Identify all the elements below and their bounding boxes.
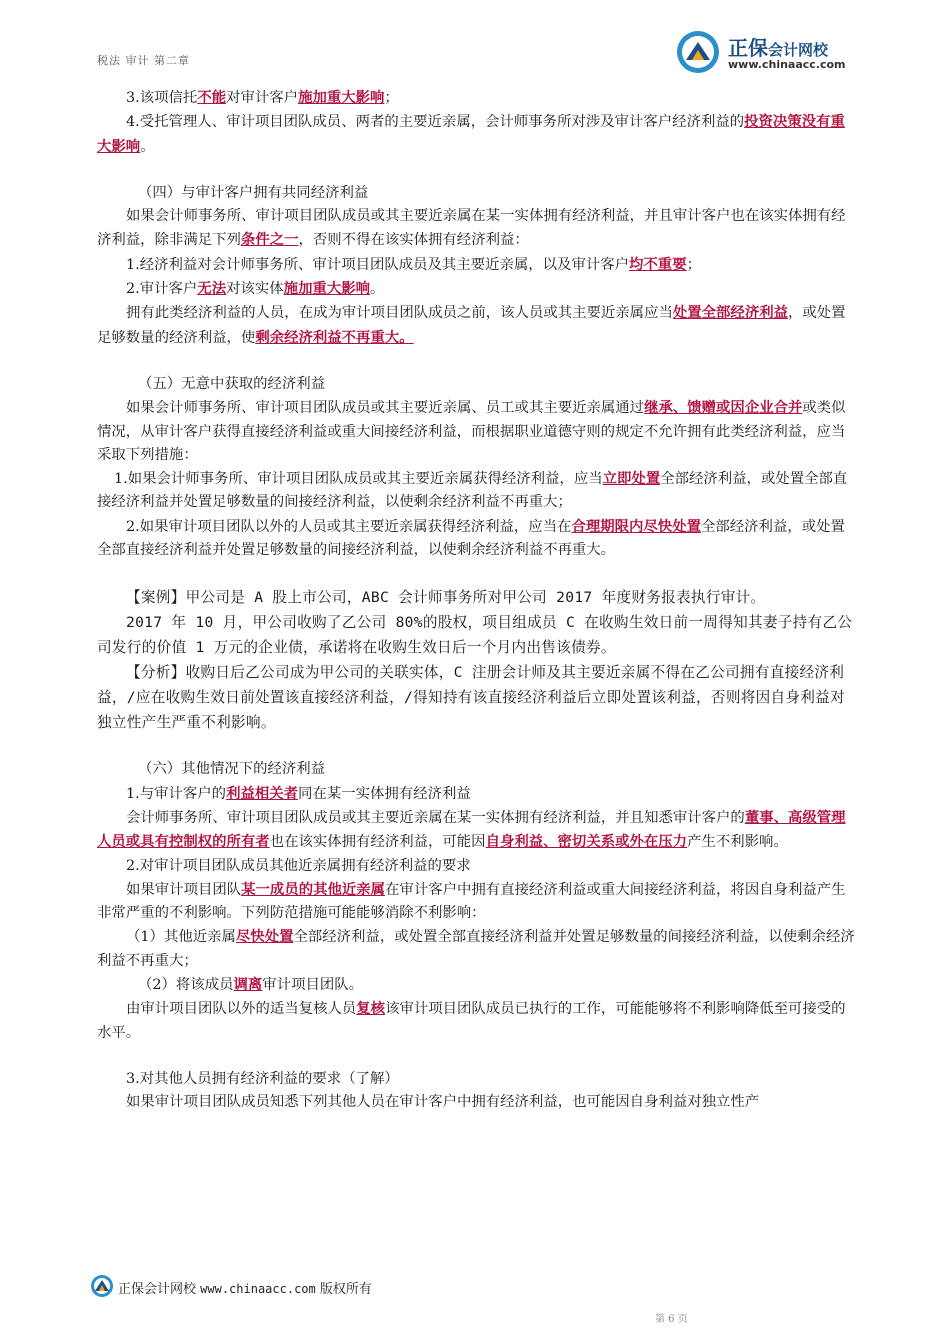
section-6-paragraph-3: 由审计项目团队以外的适当复核人员复核该审计项目团队成员已执行的工作，可能能够将不利影响降低至可接受的水平。 [97, 1000, 846, 1041]
footer-rights: 版权所有 [319, 1282, 372, 1297]
section-6-paragraph-2: 如果审计项目团队某一成员的其他近亲属在审计客户中拥有直接经济利益或重大间接经济利益，将因自身利益产生非常严重的不利影响。下列防范措施可能能够消除不利影响： [97, 880, 846, 922]
section-5-title: （五）无意中获取的经济利益 [138, 375, 326, 392]
section-6-paragraph-4: 如果审计项目团队成员知悉下列其他人员在审计客户中拥有经济利益，也可能因自身利益对独立性产 [126, 1094, 760, 1111]
chinaacc-logo[interactable] [676, 30, 886, 76]
logo-name-primary: 正保 [728, 36, 768, 60]
section-4-condition-1: 1.经济利益对会计师事务所、审计项目团队成员及其主要近亲属，以及审计客户均不重要； [126, 255, 701, 273]
case-facts: 2017 年 10 月，甲公司收购了乙公司 80%的股权，项目组成员 C 在收购生效日前一周得知其妻子持有乙公司发行的价值 1 万元的企业债，承诺将在收购生效日后一个月内出售该债券。 [97, 614, 853, 657]
footer-text [118, 1278, 372, 1297]
section-5-measure-1: 1.如果会计师事务所、审计项目团队成员或其主要近亲属获得经济利益，应当立即处置全部经济利益，或处置全部直接经济利益并处置足够数量的间接经济利益，以使剩余经济利益不再重大； [97, 470, 848, 511]
section-6-measure-2: （2）将该成员调离审计项目团队。 [138, 976, 364, 994]
logo-url: www.chinaacc.com [728, 58, 846, 71]
section-6-measure-1: （1）其他近亲属尽快处置全部经济利益，或处置全部直接经济利益并处置足够数量的间接经济利益，以使剩余经济利益不再重大； [97, 928, 855, 969]
header-crumb: 税法 审计 第二章 [97, 54, 190, 67]
section-4-condition-2: 2.审计客户无法对该实体施加重大影响。 [126, 280, 385, 298]
case-example: 【案例】甲公司是 A 股上市公司，ABC 会计师事务所对甲公司 2017 年度财务报表执行审计。 [126, 589, 766, 607]
section-6-subtitle-3: 3.对其他人员拥有经济利益的要求（了解） [126, 1070, 399, 1087]
section-5-measure-2: 2.如果审计项目团队以外的人员或其主要近亲属获得经济利益，应当在合理期限内尽快处置全部经济利益，或处置全部直接经济利益并处置足够数量的间接经济利益，以使剩余经济利益不再重大。 [97, 517, 845, 559]
page-footer [90, 1274, 890, 1304]
footer-logo-icon [90, 1274, 114, 1298]
section-4-paragraph-1: 如果会计师事务所、审计项目团队成员或其主要近亲属在某一实体拥有经济利益，并且审计客户也在该实体拥有经济利益，除非满足下列条件之一，否则不得在该实体拥有经济利益： [97, 208, 846, 249]
logo-name-secondary: 会计网校 [768, 41, 829, 59]
section-5-paragraph-1: 如果会计师事务所、审计项目团队成员或其主要近亲属、员工或其主要近亲属通过继承、馈赠或因企业合并或类似情况，从审计客户获得直接经济利益或重大间接经济利益，而根据职业道德守则的规定不允许拥有此类经济利益，应当采取下列措施： [97, 399, 846, 463]
footer-brand: 正保会计网校 [118, 1282, 197, 1297]
footer-url[interactable]: www.chinaacc.com [200, 1282, 316, 1296]
logo-emblem-icon [676, 30, 720, 74]
paragraph-item-3: 3.该项信托不能对审计客户施加重大影响； [126, 89, 399, 106]
page-number: 第 6 页 [655, 1314, 688, 1325]
section-6-title: （六）其他情况下的经济利益 [138, 761, 326, 778]
paragraph-item-4: 4.受托管理人、审计项目团队成员、两者的主要近亲属，会计师事务所对涉及审计客户经济利益的投资决策没有重大影响。 [97, 113, 845, 155]
document-body [97, 86, 857, 1115]
section-6-paragraph-1: 会计师事务所、审计项目团队成员或其主要近亲属在某一实体拥有经济利益，并且知悉审计客户的董事、高级管理人员或具有控制权的所有者也在该实体拥有经济利益，可能因自身利益、密切关系或外在压力产生不利影响。 [97, 808, 846, 851]
section-4-paragraph-2: 拥有此类经济利益的人员，在成为审计项目团队成员之前，该人员或其主要近亲属应当处置全部经济利益，或处置足够数量的经济利益，使剩余经济利益不再重大。 [97, 304, 846, 346]
section-6-subtitle-2: 2.对审计项目团队成员其他近亲属拥有经济利益的要求 [126, 857, 471, 874]
section-4-title: （四）与审计客户拥有共同经济利益 [138, 184, 369, 201]
case-analysis: 【分析】收购日后乙公司成为甲公司的关联实体，C 注册会计师及其主要近亲属不得在乙公司拥有直接经济利益，/应在收购生效日前处置该直接经济利益，/得知持有该直接经济利益后立即处置该利益，否则将因自身利益对独立性产生严重不利影响。 [97, 664, 845, 732]
logo-name [728, 32, 828, 61]
section-6-subtitle-1: 1.与审计客户的利益相关者同在某一实体拥有经济利益 [126, 784, 471, 802]
